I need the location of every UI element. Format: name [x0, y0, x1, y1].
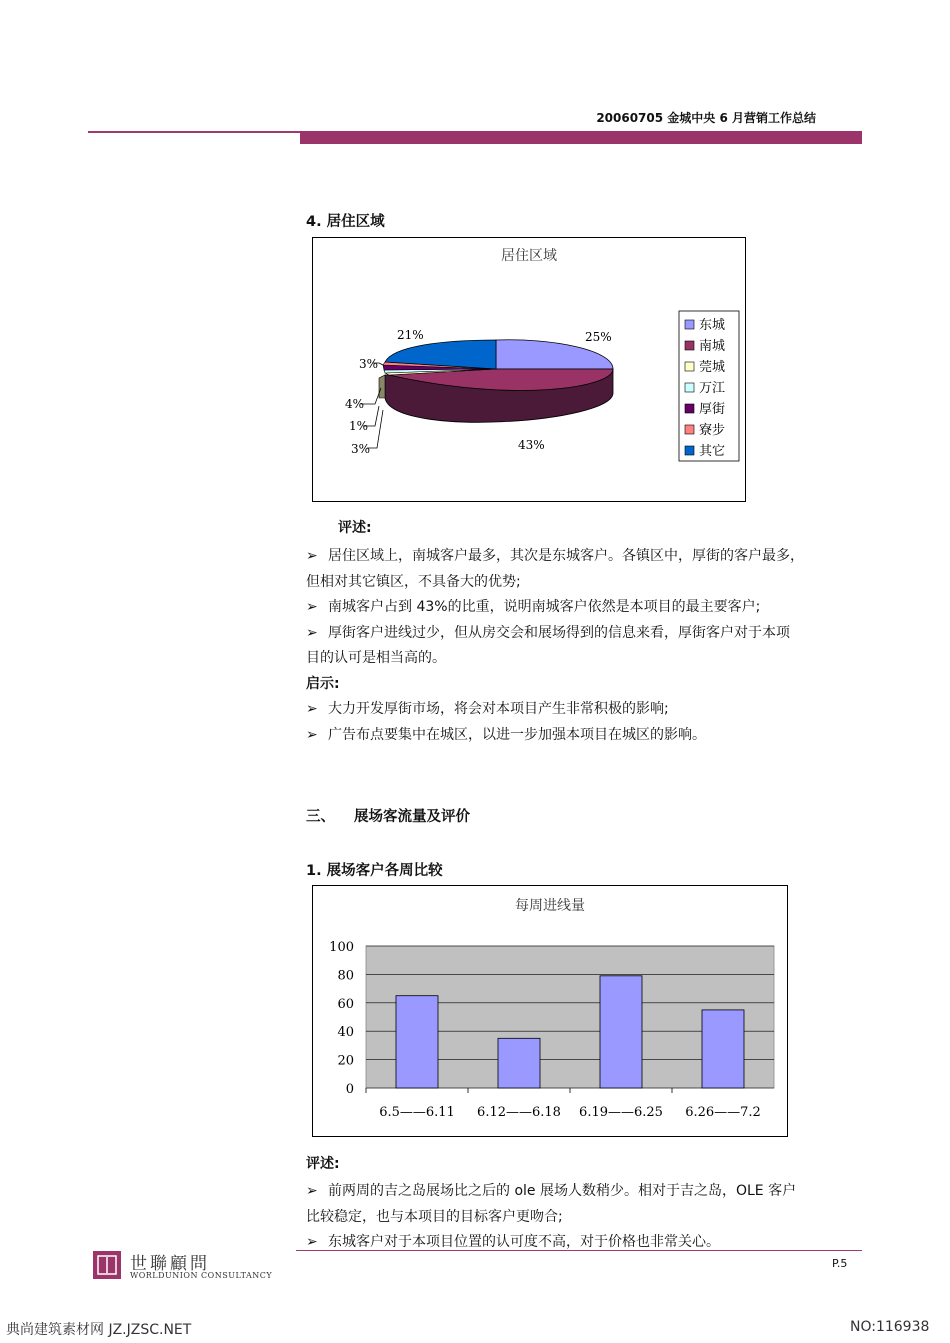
company-name-cn: 世聯顧問: [130, 1254, 210, 1274]
bar-chart-box: [312, 885, 788, 1137]
legend-label: 万江: [699, 381, 726, 396]
pie-label-liaobu: 1%: [349, 419, 369, 433]
page-number: P.5: [832, 1257, 848, 1270]
document-header-title: 20060705 金城中央 6 月营销工作总结: [596, 111, 816, 125]
pie-slice-dongcheng: [496, 340, 613, 369]
legend-label: 南城: [699, 339, 726, 354]
section-heading-weekly-comparison: 1. 展场客户各周比较: [306, 863, 443, 879]
arrow-bullet-icon: ➢: [306, 701, 318, 717]
pie-label-dongcheng: 25%: [585, 330, 612, 344]
section-number-3: 三、: [306, 809, 335, 825]
legend-label: 寮步: [699, 423, 726, 438]
arrow-bullet-icon: ➢: [306, 1234, 318, 1250]
bar-y-tick-label: 20: [337, 1053, 354, 1069]
arrow-bullet-icon: ➢: [306, 1183, 318, 1199]
comment-label-1: 评述:: [338, 520, 372, 536]
company-logo-icon: [93, 1251, 121, 1279]
arrow-bullet-icon: ➢: [306, 548, 318, 564]
bar-chart: [313, 886, 787, 1136]
bar-chart-title: 每周进线量: [515, 898, 585, 914]
legend-label: 厚街: [699, 402, 726, 417]
watermark-left: 典尚建筑素材网 JZ.JZSC.NET: [6, 1322, 192, 1338]
arrow-bullet-icon: ➢: [306, 599, 318, 615]
section-title-3: 展场客流量及评价: [354, 809, 470, 825]
bar-y-tick-label: 80: [337, 968, 354, 984]
bar-x-tick-label: 6.12——6.18: [477, 1105, 561, 1120]
arrow-bullet-icon: ➢: [306, 726, 318, 743]
pie-label-houjie: 3%: [359, 357, 379, 371]
header-rule-thick: [300, 131, 862, 144]
legend-swatch: [685, 320, 694, 329]
legend-swatch: [685, 341, 694, 350]
legend-swatch: [685, 383, 694, 392]
legend-label: 其它: [699, 444, 726, 459]
bar-mark: [396, 996, 438, 1088]
bar-mark: [600, 976, 642, 1088]
comment-1-continuation-2: 目的认可是相当高的。: [306, 650, 446, 666]
arrow-bullet-icon: ➢: [306, 624, 318, 641]
legend-swatch: [685, 446, 694, 455]
bar-y-tick-label: 0: [345, 1082, 354, 1097]
legend-label: 莞城: [699, 360, 726, 375]
section-heading-residential-area: 4. 居住区域: [306, 214, 385, 230]
bar-y-tick-label: 100: [329, 940, 354, 955]
bar-x-tick-label: 6.19——6.25: [579, 1105, 663, 1120]
legend-swatch: [685, 404, 694, 413]
comment-2-bullet-2: ➢ 东城客户对于本项目位置的认可度不高，对于价格也非常关心。: [306, 1230, 866, 1256]
bar-mark: [498, 1038, 540, 1088]
comment-2-bullet-1: ➢ 前两周的吉之岛展场比之后的 ole 展场人数稍少。相对于吉之岛，OLE 客户: [306, 1179, 866, 1205]
bar-y-tick-label: 60: [337, 996, 354, 1012]
watermark-right: NO:116938: [850, 1319, 930, 1335]
pie-label-other: 21%: [397, 328, 424, 342]
header-rule-thin: [88, 131, 300, 133]
comment-2-body: [306, 1179, 866, 1256]
bar-x-tick-label: 6.26——7.2: [685, 1105, 761, 1120]
pie-label-small: 3%: [351, 442, 371, 456]
comment-1-bullet-2: ➢ 南城客户占到 43%的比重，说明南城客户依然是本项目的最主要客户;: [306, 595, 866, 621]
pie-title: 居住区域: [501, 248, 557, 264]
pie-chart-box: [312, 237, 746, 502]
company-name-en: WORLDUNION CONSULTANCY: [130, 1271, 273, 1280]
pie-slice-small-side: [379, 375, 385, 398]
legend-label: 东城: [699, 318, 726, 333]
comment-1-body: [306, 544, 866, 748]
bar-x-tick-label: 6.5——6.11: [379, 1105, 455, 1120]
comment-2-continuation: 比较稳定，也与本项目的目标客户更吻合;: [306, 1208, 563, 1225]
legend-swatch: [685, 425, 694, 434]
bar-y-tick-label: 40: [337, 1025, 354, 1041]
hint-bullet-2: ➢ 广告布点要集中在城区，以进一步加强本项目在城区的影响。: [306, 723, 866, 749]
pie-chart: [313, 238, 745, 501]
footer-rule: [296, 1250, 862, 1251]
hint-bullet-1: ➢ 大力开发厚街市场，将会对本项目产生非常积极的影响;: [306, 697, 866, 723]
pie-label-wanjiang: 4%: [345, 397, 365, 411]
comment-1-bullet-3: ➢ 厚街客户进线过少，但从房交会和展场得到的信息来看，厚街客户对于本项: [306, 621, 866, 647]
comment-label-2: 评述:: [306, 1156, 340, 1172]
comment-1-continuation-1: 但相对其它镇区，不具备大的优势;: [306, 573, 521, 590]
bar-mark: [702, 1010, 744, 1088]
hint-label: 启示:: [306, 675, 340, 692]
legend-swatch: [685, 362, 694, 371]
pie-label-nancheng: 43%: [518, 438, 545, 452]
comment-1-bullet-1: ➢ 居住区域上，南城客户最多，其次是东城客户。各镇区中，厚街的客户最多，: [306, 544, 866, 570]
